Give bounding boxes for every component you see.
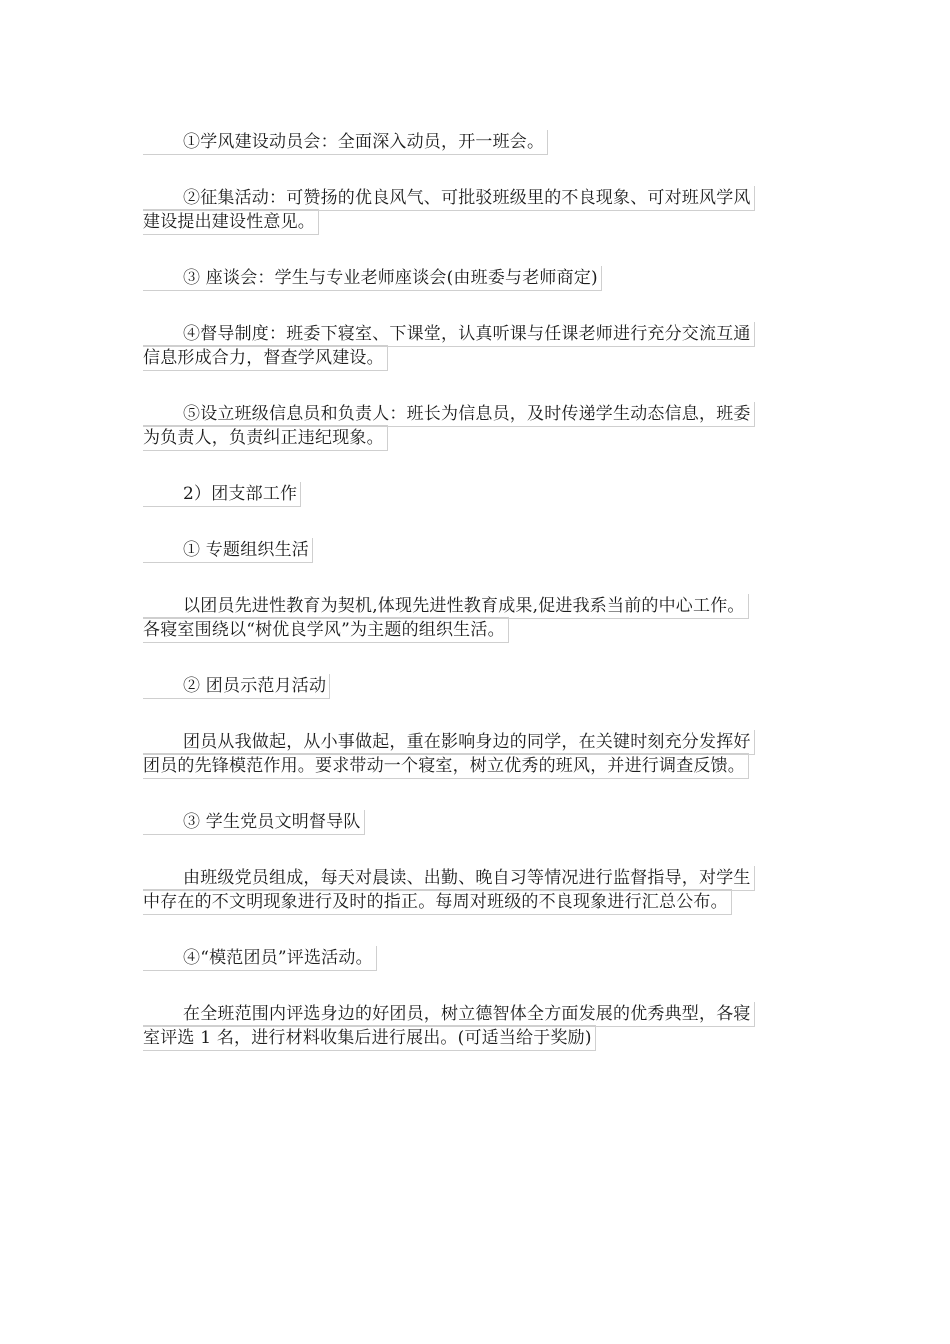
paragraph <box>143 994 808 1058</box>
paragraph-line: ④督导制度：班委下寝室、下课堂，认真听课与任课老师进行充分交流互通 <box>143 322 755 347</box>
paragraph-line: 在全班范围内评选身边的好团员，树立德智体全方面发展的优秀典型，各寝 <box>143 1002 755 1027</box>
paragraph-line: 以团员先进性教育为契机,体现先进性教育成果,促进我系当前的中心工作。 <box>143 594 749 619</box>
paragraph-line: 中存在的不文明现象进行及时的指正。每周对班级的不良现象进行汇总公布。 <box>143 889 732 915</box>
section-heading <box>143 474 808 514</box>
subsection-heading <box>143 802 808 842</box>
paragraph-line: ③ 学生党员文明督导队 <box>143 810 365 835</box>
paragraph <box>143 722 808 786</box>
subsection-heading <box>143 530 808 570</box>
paragraph-line: ① 专题组织生活 <box>143 538 313 563</box>
paragraph-line: 信息形成合力，督查学风建设。 <box>143 345 388 371</box>
paragraph <box>143 314 808 378</box>
document-page <box>143 122 808 1058</box>
paragraph-line: ③ 座谈会：学生与专业老师座谈会(由班委与老师商定) <box>143 266 602 291</box>
paragraph <box>143 258 808 298</box>
paragraph-line: 团员从我做起，从小事做起，重在影响身边的同学，在关键时刻充分发挥好 <box>143 730 755 755</box>
paragraph <box>143 122 808 162</box>
paragraph-line: 为负责人，负责纠正违纪现象。 <box>143 425 388 451</box>
paragraph <box>143 178 808 242</box>
paragraph-line: ②征集活动：可赞扬的优良风气、可批驳班级里的不良现象、可对班风学风 <box>143 186 755 211</box>
subsection-heading <box>143 938 808 978</box>
paragraph <box>143 858 808 922</box>
subsection-heading <box>143 666 808 706</box>
paragraph <box>143 586 808 650</box>
paragraph-line: 由班级党员组成，每天对晨读、出勤、晚自习等情况进行监督指导，对学生 <box>143 866 755 891</box>
paragraph-line: ② 团员示范月活动 <box>143 674 330 699</box>
paragraph-line: 室评选 1 名，进行材料收集后进行展出。(可适当给于奖励) <box>143 1025 596 1051</box>
paragraph-line: 各寝室围绕以“树优良学风”为主题的组织生活。 <box>143 617 509 643</box>
paragraph-line: 建设提出建设性意见。 <box>143 209 319 235</box>
paragraph <box>143 394 808 458</box>
paragraph-line: 团员的先锋模范作用。要求带动一个寝室，树立优秀的班风，并进行调查反馈。 <box>143 753 749 779</box>
paragraph-line: ④“模范团员”评选活动。 <box>143 946 377 971</box>
paragraph-line: ⑤设立班级信息员和负责人：班长为信息员，及时传递学生动态信息，班委 <box>143 402 755 427</box>
paragraph-line: 2）团支部工作 <box>143 482 301 507</box>
paragraph-line: ①学风建设动员会：全面深入动员，开一班会。 <box>143 130 548 155</box>
